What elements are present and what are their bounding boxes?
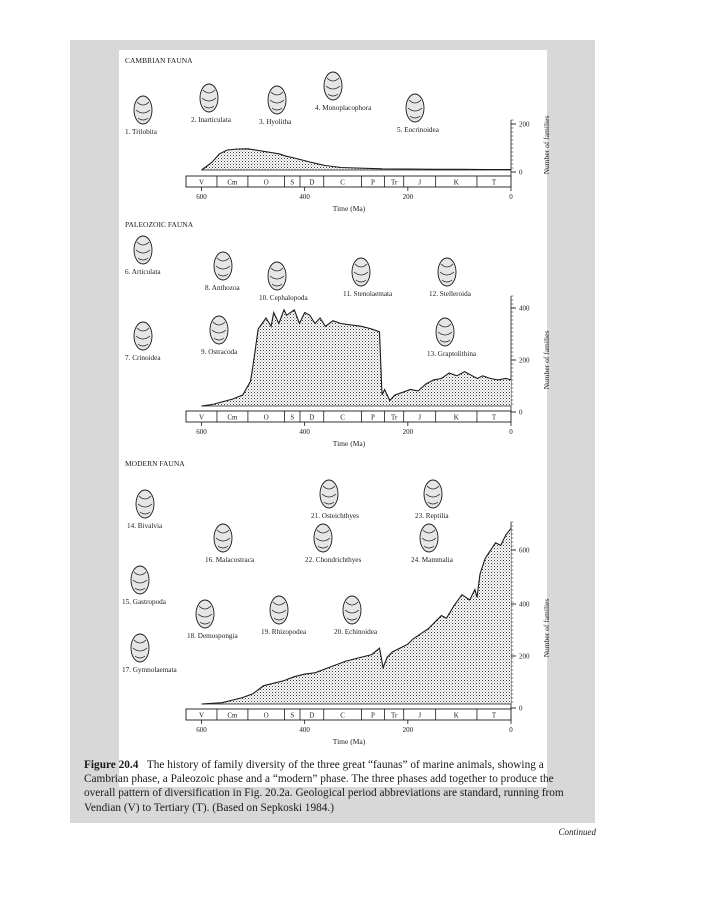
taxon-label: 15. Gastropoda	[122, 598, 166, 606]
x-tick-label: 600	[196, 428, 207, 436]
period-label: J	[418, 178, 422, 187]
taxon-label: 22. Chondrichthyes	[305, 556, 362, 564]
figure-graphic	[119, 50, 551, 787]
caption-label: Figure 20.4	[84, 759, 139, 771]
panel-heading: PALEOZOIC FAUNA	[125, 220, 194, 229]
period-label: O	[263, 711, 269, 720]
fossil-sketch	[134, 236, 152, 264]
fossil-sketch	[268, 86, 286, 114]
fossil-sketch	[131, 634, 149, 662]
y-tick-label: 600	[519, 546, 530, 555]
period-strip	[186, 709, 511, 720]
period-label: Tr	[390, 178, 398, 187]
taxon-label: 13. Graptolithina	[427, 350, 477, 358]
taxon-label: 6. Articulata	[125, 268, 161, 276]
fossil-sketch	[134, 96, 152, 124]
period-strip	[186, 411, 511, 422]
period-strip	[186, 176, 511, 187]
taxon-label: 20. Echinoidea	[334, 628, 378, 636]
figure-panel	[70, 40, 595, 823]
taxon-label: 9. Ostracoda	[201, 348, 238, 356]
period-label: Tr	[390, 413, 398, 422]
x-tick-label: 600	[196, 193, 207, 201]
period-label: C	[340, 413, 345, 422]
figure-canvas	[119, 50, 551, 787]
y-axis-label: Number of families	[542, 330, 551, 390]
x-tick-label: 200	[402, 193, 414, 201]
period-label: O	[263, 178, 269, 187]
taxon-label: 21. Osteichthyes	[311, 512, 359, 520]
taxon-label: 8. Anthozoa	[205, 284, 240, 292]
diversity-area	[202, 149, 512, 170]
x-tick-label: 400	[299, 726, 310, 734]
y-tick-label: 200	[519, 120, 530, 129]
period-label: D	[309, 413, 315, 422]
fossil-sketch	[131, 566, 149, 594]
y-axis-label: Number of families	[542, 115, 551, 175]
panel-heading: CAMBRIAN FAUNA	[125, 56, 193, 65]
period-label: T	[491, 711, 497, 720]
fossil-sketch	[210, 316, 228, 344]
taxon-label: 7. Crinoidea	[125, 354, 161, 362]
period-label: K	[453, 178, 459, 187]
taxon-label: 5. Eocrinoidea	[397, 126, 439, 134]
fossil-sketch	[196, 600, 214, 628]
taxon-label: 11. Stenolaemata	[343, 290, 393, 298]
period-label: C	[340, 178, 345, 187]
x-tick-label: 400	[299, 193, 310, 201]
fossil-sketch	[320, 480, 338, 508]
fossil-sketch	[214, 252, 232, 280]
period-label: K	[453, 711, 459, 720]
taxon-label: 23. Reptilia	[415, 512, 449, 520]
continued-note: Continued	[558, 827, 596, 837]
fossil-sketch	[424, 480, 442, 508]
taxon-label: 16. Malacostraca	[205, 556, 255, 564]
taxon-label: 18. Demospongia	[187, 632, 238, 640]
period-label: S	[290, 178, 295, 187]
fossil-sketch	[438, 258, 456, 286]
x-tick-label: 600	[196, 726, 207, 734]
fossil-sketch	[270, 596, 288, 624]
period-label: S	[290, 711, 295, 720]
period-label: D	[309, 178, 315, 187]
taxon-label: 3. Hyolitha	[259, 118, 292, 126]
period-label: O	[263, 413, 269, 422]
fossil-sketch	[200, 84, 218, 112]
y-tick-label: 400	[519, 304, 530, 313]
taxon-label: 1. Trilobita	[125, 128, 157, 136]
taxon-label: 24. Mammalia	[411, 556, 453, 564]
figure-caption	[84, 758, 584, 815]
taxon-label: 10. Cephalopoda	[259, 294, 308, 302]
period-label: P	[371, 178, 375, 187]
x-tick-label: 400	[299, 428, 310, 436]
period-label: J	[418, 711, 422, 720]
y-tick-label: 0	[519, 168, 523, 177]
x-tick-label: 0	[509, 726, 513, 734]
taxon-label: 12. Stelleroida	[429, 290, 471, 298]
panel-1	[125, 56, 551, 213]
x-tick-label: 0	[509, 193, 513, 201]
fossil-sketch	[352, 258, 370, 286]
fossil-sketch	[420, 524, 438, 552]
x-axis-label: Time (Ma)	[332, 204, 366, 213]
x-axis-label: Time (Ma)	[332, 737, 366, 746]
period-label: C	[340, 711, 345, 720]
period-label: V	[198, 413, 205, 422]
period-label: Cm	[227, 178, 238, 187]
y-tick-label: 0	[519, 704, 523, 713]
fossil-sketch	[214, 524, 232, 552]
fossil-sketch	[436, 318, 454, 346]
fossil-sketch	[324, 72, 342, 100]
period-label: Tr	[390, 711, 398, 720]
y-tick-label: 200	[519, 652, 530, 661]
fossil-sketch	[136, 490, 154, 518]
fossil-sketch	[134, 322, 152, 350]
period-label: D	[309, 711, 315, 720]
taxon-label: 19. Rhizopodea	[261, 628, 307, 636]
x-tick-label: 200	[402, 428, 414, 436]
period-label: V	[198, 178, 205, 187]
period-label: V	[198, 711, 205, 720]
period-label: S	[290, 413, 295, 422]
period-label: Cm	[227, 711, 238, 720]
taxon-label: 4. Monoplacophora	[315, 104, 372, 112]
fossil-sketch	[268, 262, 286, 290]
period-label: Cm	[227, 413, 238, 422]
y-axis-label: Number of families	[542, 598, 551, 658]
period-label: P	[371, 711, 375, 720]
x-tick-label: 0	[509, 428, 513, 436]
taxon-label: 17. Gymnolaemata	[122, 666, 177, 674]
taxon-label: 2. Inarticulata	[191, 116, 231, 124]
period-label: P	[371, 413, 375, 422]
y-tick-label: 200	[519, 356, 530, 365]
x-tick-label: 200	[402, 726, 414, 734]
chart-1	[201, 149, 511, 170]
panel-heading: MODERN FAUNA	[125, 459, 185, 468]
period-label: T	[491, 178, 497, 187]
period-label: T	[491, 413, 497, 422]
fossil-sketch	[406, 94, 424, 122]
y-tick-label: 0	[519, 408, 523, 417]
x-axis-label: Time (Ma)	[332, 439, 366, 448]
period-label: K	[453, 413, 459, 422]
y-tick-label: 400	[519, 600, 530, 609]
caption-text: The history of family diversity of the three great “faunas” of marine animals, showing a Cambrian phase, a Paleozoic phase and a “modern” phase. The three phases add together to produce the overall pattern of diversification in Fig. 20.2a. Geological period abbreviations are standard, running from Vendian (V) to Tertiary (T). (Based on Sepkoski 1984.)	[84, 759, 564, 814]
fossil-sketch	[343, 596, 361, 624]
fossil-sketch	[314, 524, 332, 552]
taxon-label: 14. Bivalvia	[127, 522, 163, 530]
period-label: J	[418, 413, 422, 422]
